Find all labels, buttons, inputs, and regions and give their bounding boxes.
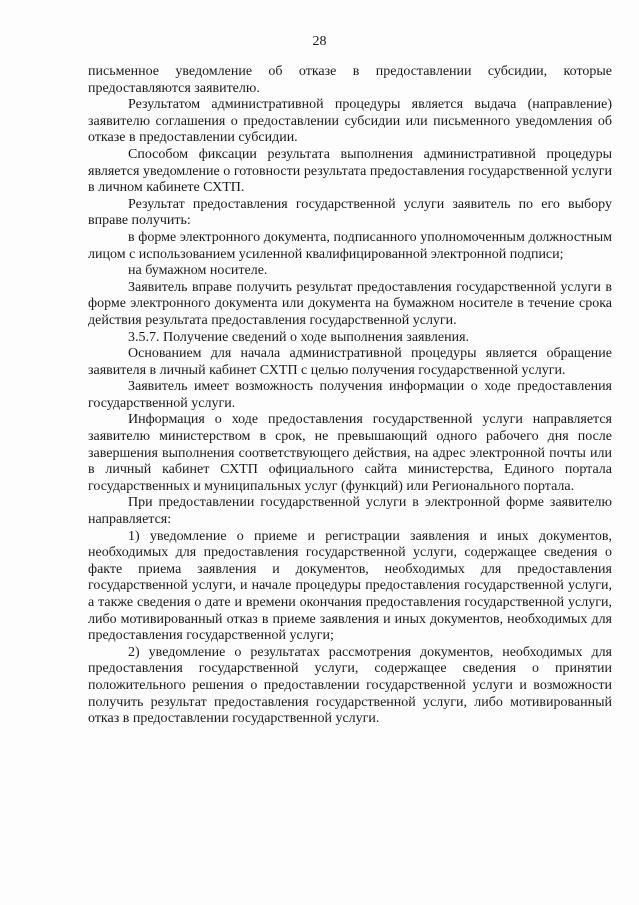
- paragraph: на бумажном носителе.: [128, 263, 268, 279]
- paragraph: Информация о ходе предоставления государственной услуги направляется заявителю министерством в срок, не превышающий одного рабочего дня после завершения выполнения соответствующего действия, на адрес электронной почты или в личный кабинет СХТП официального сайта министерства, Единого портала государственных и муниципальных услуг (функций) или Регионального портала.: [88, 412, 612, 494]
- paragraph: Заявитель вправе получить результат предоставления государственной услуги в форме электронного документа или документа на бумажном носителе в течение срока действия результата предоставления государственной услуги.: [88, 279, 612, 328]
- section-heading: 3.5.7. Получение сведений о ходе выполнения заявления.: [128, 329, 470, 345]
- paragraph: Основанием для начала административной процедуры является обращение заявителя в личный кабинет СХТП с целью получения государственной услуги.: [88, 346, 612, 378]
- list-item: 1) уведомление о приеме и регистрации заявления и иных документов, необходимых для предоставления государственной услуги, содержащее сведения о факте приема заявления и документов, необходимых для предоставления государственной услуги, и начале процедуры предоставления государственной услуги, а также сведения о дате и времени окончания предоставления государственной услуги, либо мотивированный отказ в приеме заявления и иных документов, необходимых для предоставления государственной услуги;: [88, 528, 612, 644]
- paragraph: письменное уведомление об отказе в предоставлении субсидии, которые предоставляются заявителю.: [88, 64, 612, 96]
- paragraph: Результат предоставления государственной услуги заявитель по его выбору вправе получить:: [88, 196, 612, 229]
- list-item: 2) уведомление о результатах рассмотрения документов, необходимых для предоставления государственной услуги, содержащее сведения о принятии положительного решения о предоставлении государственной услуги и возможности получить результат предоставления государственной услуги, либо мотивированный отказ в предоставлении государственной услуги.: [88, 644, 612, 727]
- paragraph: в форме электронного документа, подписанного уполномоченным должностным лицом с использованием усиленной квалифицированной электронной подписи;: [88, 229, 612, 262]
- paragraph: Заявитель имеет возможность получения информации о ходе предоставления государственной услуги.: [88, 379, 612, 411]
- paragraph: Результатом административной процедуры является выдача (направление) заявителю соглашения о предоставлении субсидии или письменного уведомления об отказе в предоставлении субсидии.: [88, 97, 612, 146]
- page-number: 28: [312, 34, 327, 49]
- document-body: [88, 64, 612, 728]
- paragraph: При предоставлении государственной услуги в электронной форме заявителю направляется:: [88, 495, 612, 528]
- paragraph: Способом фиксации результата выполнения административной процедуры является уведомление о готовности результата предоставления государственной услуги в личном кабинете СХТП.: [88, 146, 612, 196]
